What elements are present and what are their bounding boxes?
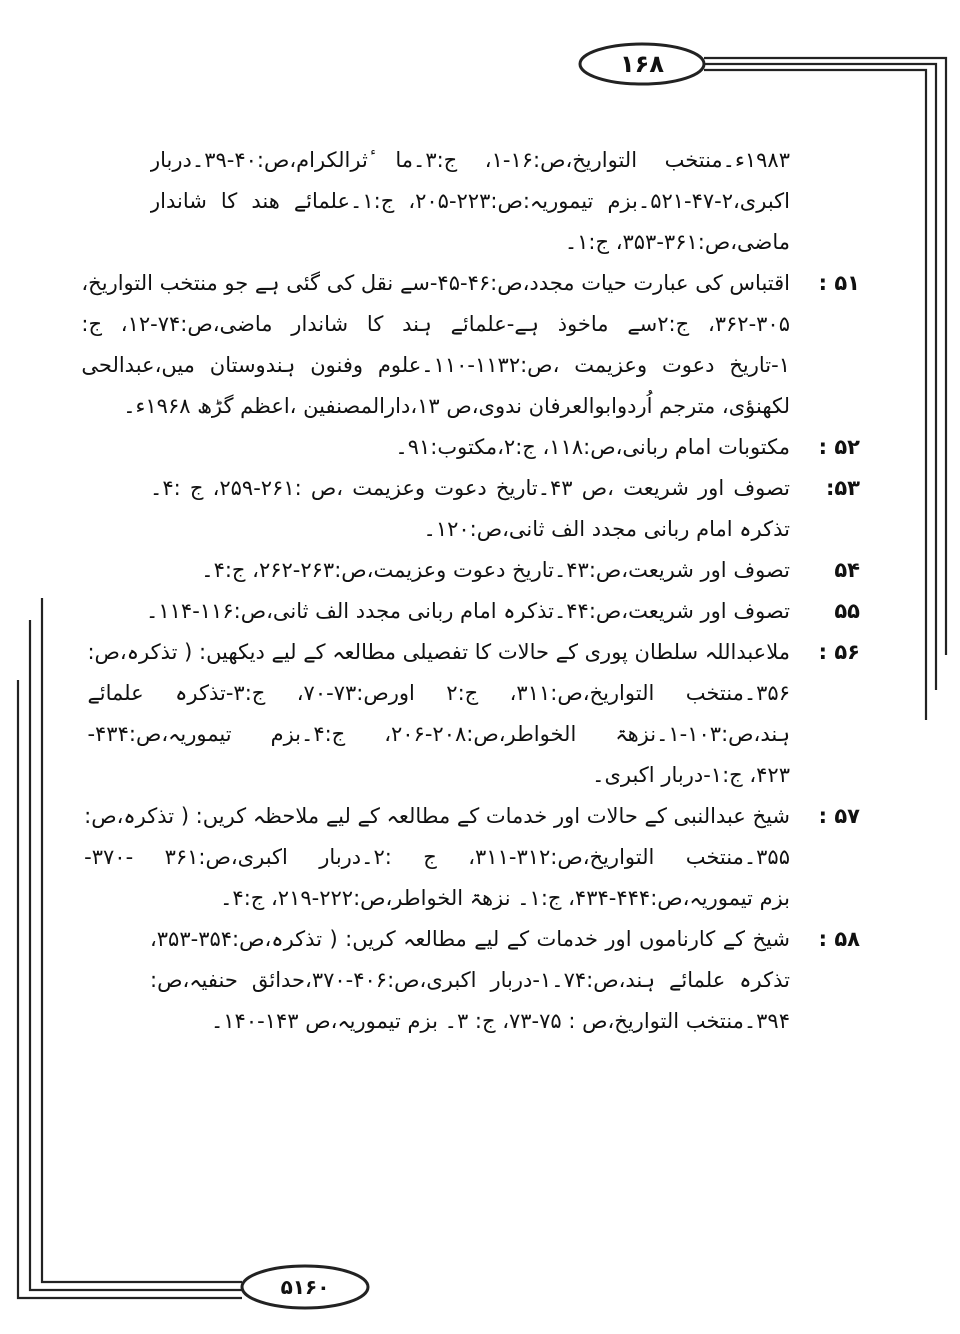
note-52 <box>150 427 860 468</box>
note-line: ہند،ص:۱۰۳-۱۔نزھۃ الخواطر،ص:۲۰۸-۲۰۶، ج:۴۔بزم تیموریہ،ص:۴۳۴- <box>87 722 790 746</box>
note-line: ۳۹۴۔منتخب التواریخ،ص : ۷۵-۷۳، ج: ۳۔ بزم تیموریہ،ص ۱۴۳-۱۴۰۔ <box>210 1009 790 1033</box>
note-continuation <box>150 140 860 263</box>
note-line: اکبری،۲-۴۷-۵۲۱۔بزم تیموریہ:ص:۲۲۳-۲۰۵، ج:۱۔علمائے ھند کا شاندار <box>150 189 790 213</box>
note-label: ۵۵ <box>834 599 860 623</box>
note-label: ۵۴ <box>834 558 860 582</box>
note-line: ۳۶۲-۳۰۵، ج:۲سے ماخوذ ہے-علمائے ہند کا شاندار ماضی،ص:۷۴-۱۲، ج: <box>81 312 790 336</box>
note-line: تذکرہ علمائے ہند،ص:۷۴۔۱-دربار اکبری،ص:۴۰۶-۳۷۰،حدائق حنفیہ،ص: <box>150 968 790 992</box>
note-line: ملاعبداللہ سلطان پوری کے حالات کا تفصیلی مطالعہ کے لیے دیکھیں: ( تذکرہ،ص: <box>87 640 790 664</box>
note-label: ۵۱ : <box>818 271 860 295</box>
note-body <box>81 263 790 427</box>
note-body <box>150 427 790 468</box>
note-line: مکتوبات امام ربانی،ص:۱۱۸، ج:۲،مکتوب:۹۱۔ <box>395 435 790 459</box>
note-label: ۵۳: <box>825 476 860 500</box>
note-57 <box>84 796 860 919</box>
note-line: ۴۲۳، ج:۱-دربار اکبری۔ <box>592 763 790 787</box>
note-body <box>150 919 790 1042</box>
note-body <box>150 140 790 263</box>
note-body <box>150 468 790 550</box>
note-label: ۵۷ : <box>818 804 860 828</box>
note-line: تصوف اور شریعت،ص:۴۴۔تذکرہ امام ربانی مجدد الف ثانی،ص:۱۱۶-۱۱۴۔ <box>146 599 790 623</box>
note-line: شیخ کے کارناموں اور خدمات کے لیے مطالعہ کریں: ( تذکرہ،ص:۳۵۴-۳۵۳، <box>150 927 790 951</box>
note-line: ۳۵۶۔منتخب التواریخ،ص:۳۱۱، ج:۲ اورص:۷۳-۷۰، ج:۳-تذکرہ علمائے <box>87 681 790 705</box>
note-label: ۵۸ : <box>818 927 860 951</box>
page-number-bottom: ۵۱۶۰ <box>280 1275 330 1299</box>
note-line: شیخ عبدالنبی کے حالات اور خدمات کے مطالعہ کے لیے ملاحظہ کریں: ( تذکرہ،ص: <box>84 804 790 828</box>
note-body <box>146 591 790 632</box>
note-line: تذکرہ امام ربانی مجدد الف ثانی،ص:۱۲۰۔ <box>423 517 790 541</box>
note-line: تصوف اور شریعت ،ص ۴۳۔تاریخ دعوت وعزیمت ،ص :۲۶۱-۲۵۹، ج :۴۔ <box>150 476 790 500</box>
note-51 <box>81 263 860 427</box>
page-number-top: ۱۶۸ <box>620 50 664 78</box>
note-line: ۱۹۸۳ء۔منتخب التواریخ،ص:۱۶-۱، ج:۳۔ما ٔثرالکرام،ص:۴۰-۳۹۔دربار <box>150 148 790 172</box>
note-body <box>150 550 790 591</box>
footnotes-section <box>81 140 860 1042</box>
note-56 <box>87 632 860 796</box>
note-line: ۱-تاریخ دعوت وعزیمت ،ص:۱۱۳۲-۱۱۰۔علوم وفنون ہندوستان میں،عبدالحی <box>81 353 790 377</box>
note-body <box>87 632 790 796</box>
note-label: ۵۲ : <box>818 435 860 459</box>
note-label: ۵۶ : <box>818 640 860 664</box>
note-body <box>84 796 790 919</box>
note-line: ماضی،ص:۳۶۱-۳۵۳، ج:۱۔ <box>564 230 790 254</box>
note-53 <box>150 468 860 550</box>
note-line: لکھنؤی، مترجم اُردوابوالعرفان ندوی،ص ۱۳،دارالمصنفین ،اعظم گڑھ ۱۹۶۸ء۔ <box>123 394 790 418</box>
note-55 <box>146 591 860 632</box>
note-54 <box>150 550 860 591</box>
note-line: ۳۵۵۔منتخب التواریخ،ص:۳۱۲-۳۱۱، ج :۲۔دربار اکبری،ص:۳۶۱ -۳۷۰- <box>84 845 790 869</box>
note-58 <box>150 919 860 1042</box>
note-line: بزم تیموریہ،ص:۴۴۴-۴۳۴، ج:۱۔ نزھۃ الخواطر،ص:۲۲۲-۲۱۹، ج:۴۔ <box>220 886 790 910</box>
note-line: تصوف اور شریعت،ص:۴۳۔تاریخ دعوت وعزیمت،ص:۲۶۳-۲۶۲، ج:۴۔ <box>201 558 790 582</box>
note-line: اقتباس کی عبارت حیات مجدد،ص:۴۶-۴۵-سے نقل کی گئی ہے جو منتخب التواریخ، <box>81 271 790 295</box>
